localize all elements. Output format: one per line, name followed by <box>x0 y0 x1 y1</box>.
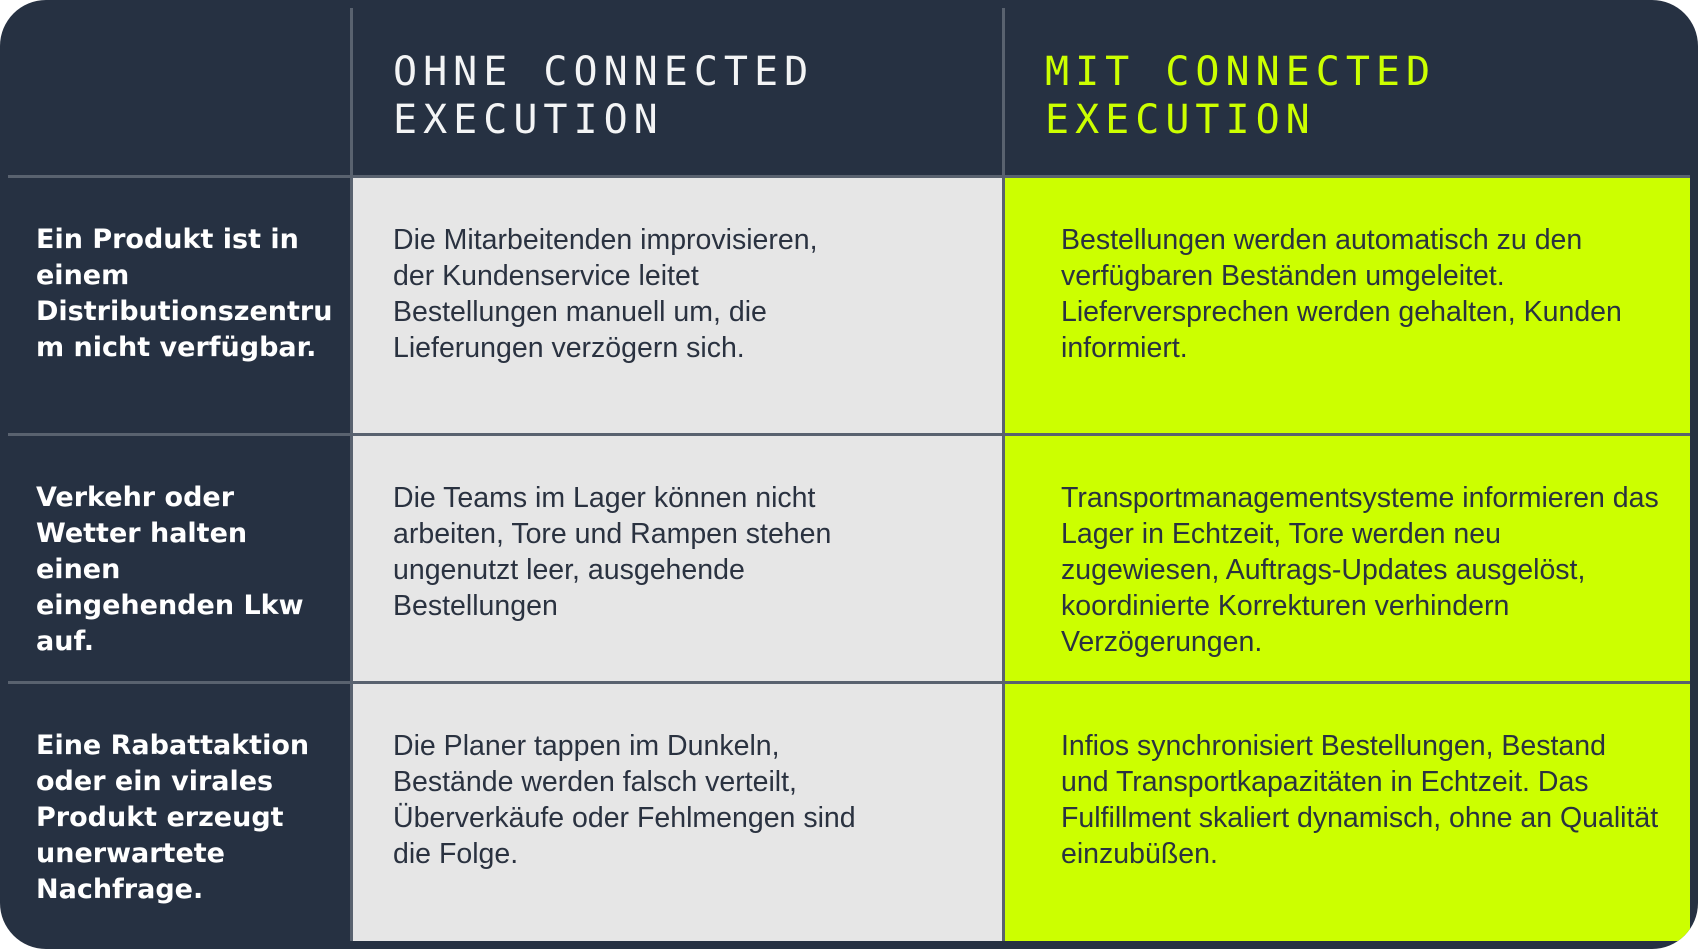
scenario-cell <box>8 684 353 941</box>
header-with-label: MIT CONNECTED EXECUTION <box>1045 49 1437 143</box>
scenario-text: Verkehr oder Wetter halten einen eingehenden Lkw auf. <box>36 482 304 657</box>
with-cell <box>1005 684 1690 941</box>
header-without-label: OHNE CONNECTED EXECUTION <box>393 49 815 143</box>
with-text: Transportmanagementsysteme informieren das Lager in Echtzeit, Tore werden neu zugewiesen, Auftrags-Updates ausgelöst, koordinierte Korrekturen verhindern Verzögerungen. <box>1061 482 1659 658</box>
without-cell <box>353 178 1005 436</box>
comparison-table <box>8 8 1690 941</box>
header-without-connected-execution <box>353 8 1005 178</box>
without-text: Die Teams im Lager können nicht arbeiten, Tore und Rampen stehen ungenutzt leer, ausgehende Bestellungen <box>393 482 832 622</box>
scenario-text: Eine Rabattaktion oder ein virales Produkt erzeugt unerwartete Nachfrage. <box>36 730 310 905</box>
scenario-cell <box>8 436 353 684</box>
with-text: Bestellungen werden automatisch zu den verfügbaren Beständen umgeleitet. Lieferversprechen werden gehalten, Kunden informiert. <box>1061 224 1622 364</box>
without-cell <box>353 684 1005 941</box>
without-text: Die Planer tappen im Dunkeln, Bestände werden falsch verteilt, Überverkäufe oder Fehlmengen sind die Folge. <box>393 730 856 870</box>
with-cell <box>1005 178 1690 436</box>
scenario-text: Ein Produkt ist in einem Distributionszentru m nicht verfügbar. <box>36 224 333 363</box>
with-cell <box>1005 436 1690 684</box>
header-with-connected-execution <box>1005 8 1690 178</box>
scenario-cell <box>8 178 353 436</box>
header-empty-cell <box>8 8 353 178</box>
with-text: Infios synchronisiert Bestellungen, Bestand und Transportkapazitäten in Echtzeit. Das Fulfillment skaliert dynamisch, ohne an Qualität einzubüßen. <box>1061 730 1659 870</box>
without-text: Die Mitarbeitenden improvisieren, der Kundenservice leitet Bestellungen manuell um, die Lieferungen verzögern sich. <box>393 224 818 364</box>
without-cell <box>353 436 1005 684</box>
